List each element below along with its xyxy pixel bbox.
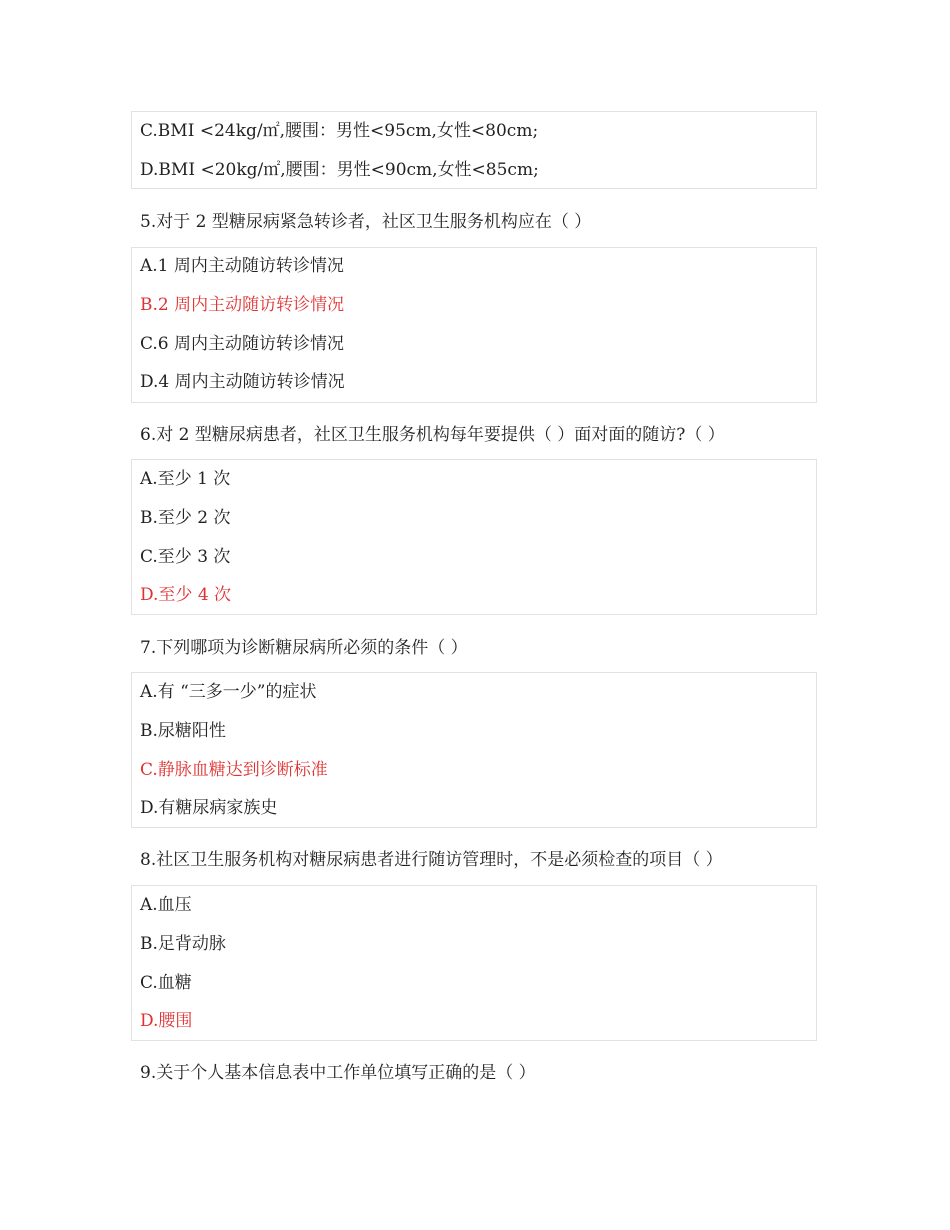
q5-option-a: A.1 周内主动随访转诊情况 <box>140 256 344 276</box>
q8-question: 8.社区卫生服务机构对糖尿病患者进行随访管理时，不是必须检查的项目（ ） <box>140 850 723 870</box>
q8-options-box <box>131 885 817 1041</box>
q7-option-c-correct: C.静脉血糖达到诊断标准 <box>140 760 328 780</box>
q6-options-box <box>131 459 817 615</box>
q6-option-a: A.至少 1 次 <box>140 469 231 489</box>
q6-option-d-correct: D.至少 4 次 <box>140 585 232 605</box>
q8-option-c: C.血糖 <box>140 973 192 993</box>
q5-options-box <box>131 247 817 403</box>
q7-question: 7.下列哪项为诊断糖尿病所必须的条件（ ） <box>140 638 468 658</box>
q5-option-b-correct: B.2 周内主动随访转诊情况 <box>140 295 345 315</box>
q8-option-b: B.足背动脉 <box>140 934 226 954</box>
q5-option-d: D.4 周内主动随访转诊情况 <box>140 372 345 392</box>
q9-question: 9.关于个人基本信息表中工作单位填写正确的是（ ） <box>140 1063 536 1083</box>
q7-option-d: D.有糖尿病家族史 <box>140 798 278 818</box>
q7-options-box <box>131 672 817 828</box>
q6-option-c: C.至少 3 次 <box>140 547 231 567</box>
q7-option-b: B.尿糖阳性 <box>140 721 226 741</box>
q4-option-c: C.BMI <24kg/㎡,腰围：男性<95cm,女性<80cm; <box>140 121 539 141</box>
q5-option-c: C.6 周内主动随访转诊情况 <box>140 334 345 354</box>
q8-option-d-correct: D.腰围 <box>140 1011 193 1031</box>
q6-question: 6.对 2 型糖尿病患者，社区卫生服务机构每年要提供（ ）面对面的随访?（ ） <box>140 425 725 445</box>
q5-question: 5.对于 2 型糖尿病紧急转诊者，社区卫生服务机构应在（ ） <box>140 212 592 232</box>
q4-options-box <box>131 111 817 189</box>
q8-option-a: A.血压 <box>140 895 192 915</box>
q6-option-b: B.至少 2 次 <box>140 508 231 528</box>
q4-option-d: D.BMI <20kg/㎡,腰围：男性<90cm,女性<85cm; <box>140 160 539 180</box>
q7-option-a: A.有 “三多一少”的症状 <box>140 682 317 702</box>
